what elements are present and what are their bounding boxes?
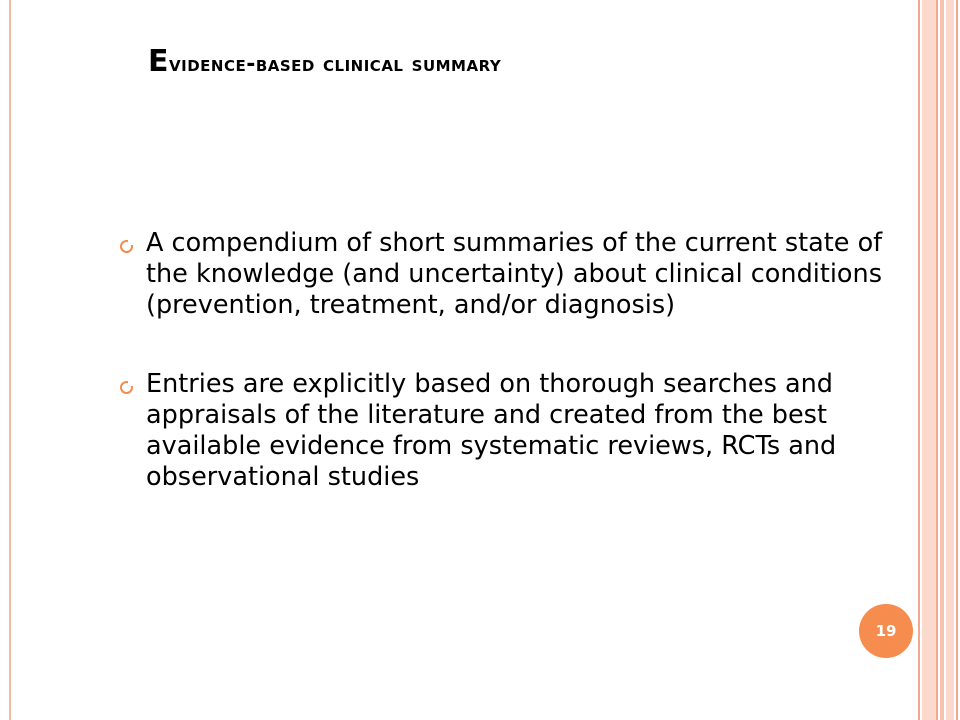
circle-bullet-icon bbox=[120, 240, 133, 253]
left-border-line bbox=[9, 0, 11, 720]
bullet-text: Entries are explicitly based on thorough searches and appraisals of the literature and created from the best available evidence from systematic reviews, RCTs and observational studies bbox=[146, 369, 837, 492]
title-initial: E bbox=[148, 44, 169, 79]
page-number-badge: 19 bbox=[859, 604, 913, 658]
stripe bbox=[940, 0, 944, 720]
stripe bbox=[946, 0, 954, 720]
bullet-item bbox=[114, 228, 894, 321]
stripe bbox=[922, 0, 936, 720]
bullet-list bbox=[114, 228, 894, 493]
stripe bbox=[936, 0, 938, 720]
right-decorative-stripes bbox=[918, 0, 960, 720]
bullet-text: A compendium of short summaries of the current state of the knowledge (and uncertainty) about clinical conditions (prevention, treatment, and/or diagnosis) bbox=[146, 228, 883, 320]
slide-title bbox=[148, 44, 501, 79]
stripe bbox=[918, 0, 920, 720]
stripe bbox=[956, 0, 958, 720]
circle-bullet-icon bbox=[120, 381, 133, 394]
bullet-item bbox=[114, 369, 894, 493]
title-rest: vidence-based clinical summary bbox=[169, 52, 502, 77]
